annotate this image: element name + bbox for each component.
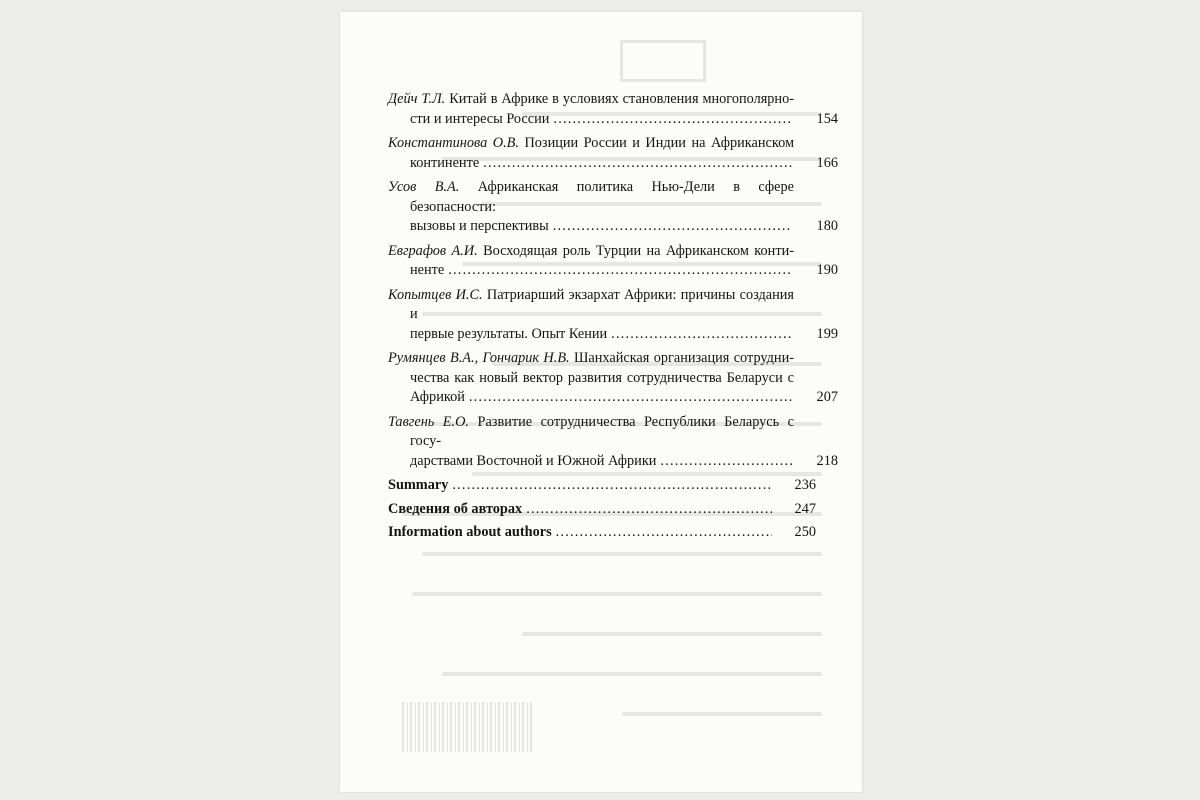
toc-leader-dots — [483, 154, 792, 174]
toc-page-number: 199 — [816, 325, 838, 342]
toc-author: Усов В.А. — [388, 179, 460, 195]
toc-entry — [388, 90, 838, 129]
toc-entry-last-line — [410, 154, 838, 174]
toc-entry-first-line — [388, 178, 816, 217]
toc-leader-dots — [469, 388, 792, 408]
toc-entry-first-line — [388, 134, 816, 154]
toc-leader-dots — [526, 500, 772, 520]
toc-entry — [388, 286, 838, 345]
toc-author: Дейч Т.Л. — [388, 91, 446, 107]
toc-entry — [388, 242, 838, 281]
toc-entry-first-line — [388, 413, 816, 452]
toc-page-number: 166 — [816, 154, 838, 171]
toc-entry — [388, 349, 838, 408]
toc-entry-middle-line — [410, 369, 816, 389]
toc-entry-first-line — [388, 242, 816, 262]
stamp-shape — [620, 40, 706, 82]
toc-section-authors-en — [388, 523, 816, 543]
toc-section-summary — [388, 476, 816, 496]
barcode-shape — [402, 702, 532, 752]
toc-section-label: Сведения об авторах — [388, 500, 523, 517]
toc-entry — [388, 134, 838, 173]
toc-entry-first-line — [388, 90, 816, 110]
toc-leader-dots — [556, 523, 772, 543]
toc-leader-dots — [611, 325, 792, 345]
toc-entry-last-line — [410, 452, 838, 472]
toc-page-number: 190 — [816, 262, 838, 278]
toc-entry — [388, 413, 838, 472]
toc-title: Шанхайская организация сотрудни- — [573, 350, 794, 366]
toc-title-continued: дарствами Восточной и Южной Африки — [410, 452, 657, 469]
table-of-contents — [388, 90, 838, 547]
toc-title: Китай в Африке в условиях становления многополярно- — [449, 91, 794, 107]
toc-page-number: 218 — [816, 452, 838, 469]
toc-author: Копытцев И.С. — [388, 286, 483, 303]
toc-page-number: 236 — [794, 477, 816, 493]
toc-page-number: 250 — [794, 524, 816, 540]
toc-leader-dots — [553, 110, 792, 130]
toc-entry-last-line — [410, 110, 838, 130]
toc-title-continued: чества как новый вектор развития сотрудничества Беларуси с — [410, 369, 794, 386]
toc-entry-last-line — [410, 217, 838, 237]
toc-page-number: 154 — [816, 110, 838, 127]
toc-author: Румянцев В.А., Гончарик Н.В. — [388, 350, 570, 366]
toc-author: Константинова О.В. — [388, 135, 519, 151]
toc-title: Развитие сотрудничества Республики Беларусь с госу- — [410, 413, 795, 449]
toc-leader-dots — [553, 217, 792, 237]
toc-title-continued: вызовы и перспективы — [410, 218, 549, 234]
toc-title: Позиции России и Индии на Африканском — [524, 135, 794, 151]
toc-title: Восходящая роль Турции на Африканском конти- — [483, 242, 794, 259]
book-page — [340, 12, 862, 792]
toc-title-continued: ненте — [410, 262, 445, 278]
toc-author: Тавгень Е.О. — [388, 413, 470, 430]
toc-page-number: 180 — [816, 218, 838, 234]
toc-title-continued: сти и интересы России — [410, 110, 550, 127]
toc-entry-last-line — [410, 261, 838, 281]
toc-title-continued: первые результаты. Опыт Кении — [410, 325, 608, 342]
toc-entry-last-line — [410, 388, 838, 408]
toc-title: Африканская политика Нью-Дели в сфере безопасности: — [410, 179, 795, 215]
toc-leader-dots — [660, 452, 792, 472]
toc-entry-first-line — [388, 349, 816, 369]
toc-section-label: Summary — [388, 477, 449, 493]
toc-title: Патриарший экзархат Африки: причины создания и — [410, 286, 794, 322]
toc-page-number: 207 — [816, 389, 838, 405]
toc-title-continued: континенте — [410, 154, 480, 171]
toc-page-number: 247 — [794, 500, 816, 517]
toc-title-continued: Африкой — [410, 389, 465, 405]
toc-entry-last-line — [410, 325, 838, 345]
toc-section-authors-ru — [388, 500, 816, 520]
toc-entry-first-line — [388, 286, 816, 325]
toc-author: Евграфов А.И. — [388, 242, 478, 259]
toc-leader-dots — [448, 261, 792, 281]
toc-section-label: Information about authors — [388, 524, 552, 540]
toc-entry — [388, 178, 838, 237]
toc-leader-dots — [452, 476, 772, 496]
